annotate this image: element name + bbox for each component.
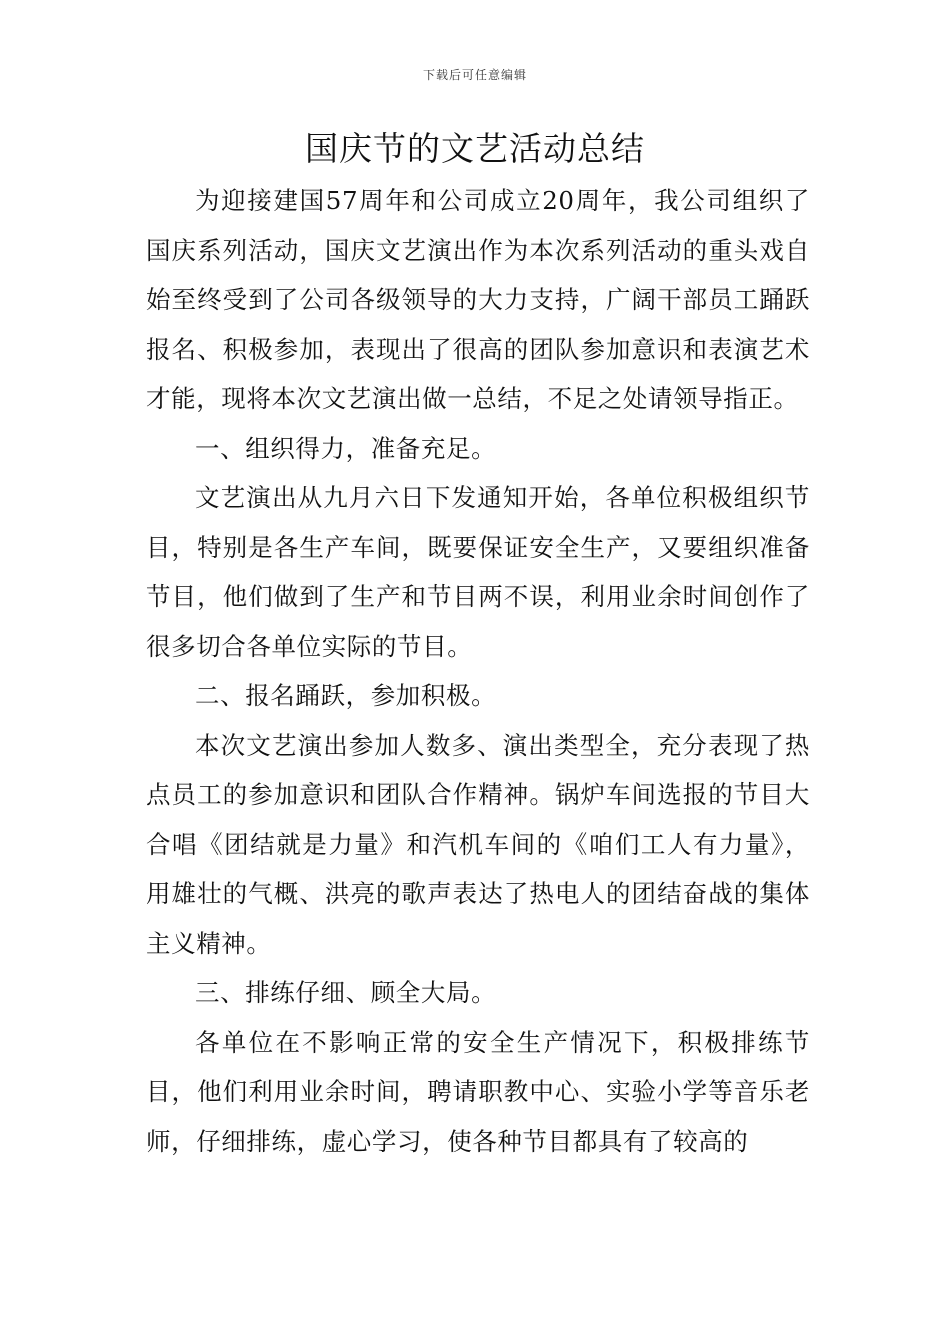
paragraph-intro: 为迎接建国57周年和公司成立20周年，我公司组织了国庆系列活动，国庆文艺演出作为本次系列活动的重头戏自始至终受到了公司各级领导的大力支持，广阔干部员工踊跃报名、积极参加，表现出了很高的团队参加意识和表演艺术才能，现将本次文艺演出做一总结，不足之处请领导指正。: [146, 186, 810, 413]
section-heading-3: 三、排练仔细、顾全大局。: [195, 978, 497, 1007]
paragraph-section-1: 文艺演出从九月六日下发通知开始，各单位积极组织节目，特别是各生产车间，既要保证安全生产，又要组织准备节目，他们做到了生产和节目两不误，利用业余时间创作了很多切合各单位实际的节目。: [146, 483, 810, 661]
document-title: 国庆节的文艺活动总结: [305, 129, 645, 168]
paragraph-section-3: 各单位在不影响正常的安全生产情况下，积极排练节目，他们利用业余时间，聘请职教中心、实验小学等音乐老师，仔细排练，虚心学习，使各种节目都具有了较高的: [146, 1027, 810, 1156]
section-heading-1: 一、组织得力，准备充足。: [195, 433, 497, 463]
document-body: [146, 176, 810, 1166]
header-note: 下载后可任意编辑: [422, 68, 527, 82]
section-heading-2: 二、报名踊跃，参加积极。: [195, 681, 497, 710]
paragraph-section-2: 本次文艺演出参加人数多、演出类型全，充分表现了热点员工的参加意识和团队合作精神。锅炉车间选报的节目大合唱《团结就是力量》和汽机车间的《咱们工人有力量》，用雄壮的气概、洪亮的歌声表达了热电人的团结奋战的集体主义精神。: [146, 730, 810, 958]
